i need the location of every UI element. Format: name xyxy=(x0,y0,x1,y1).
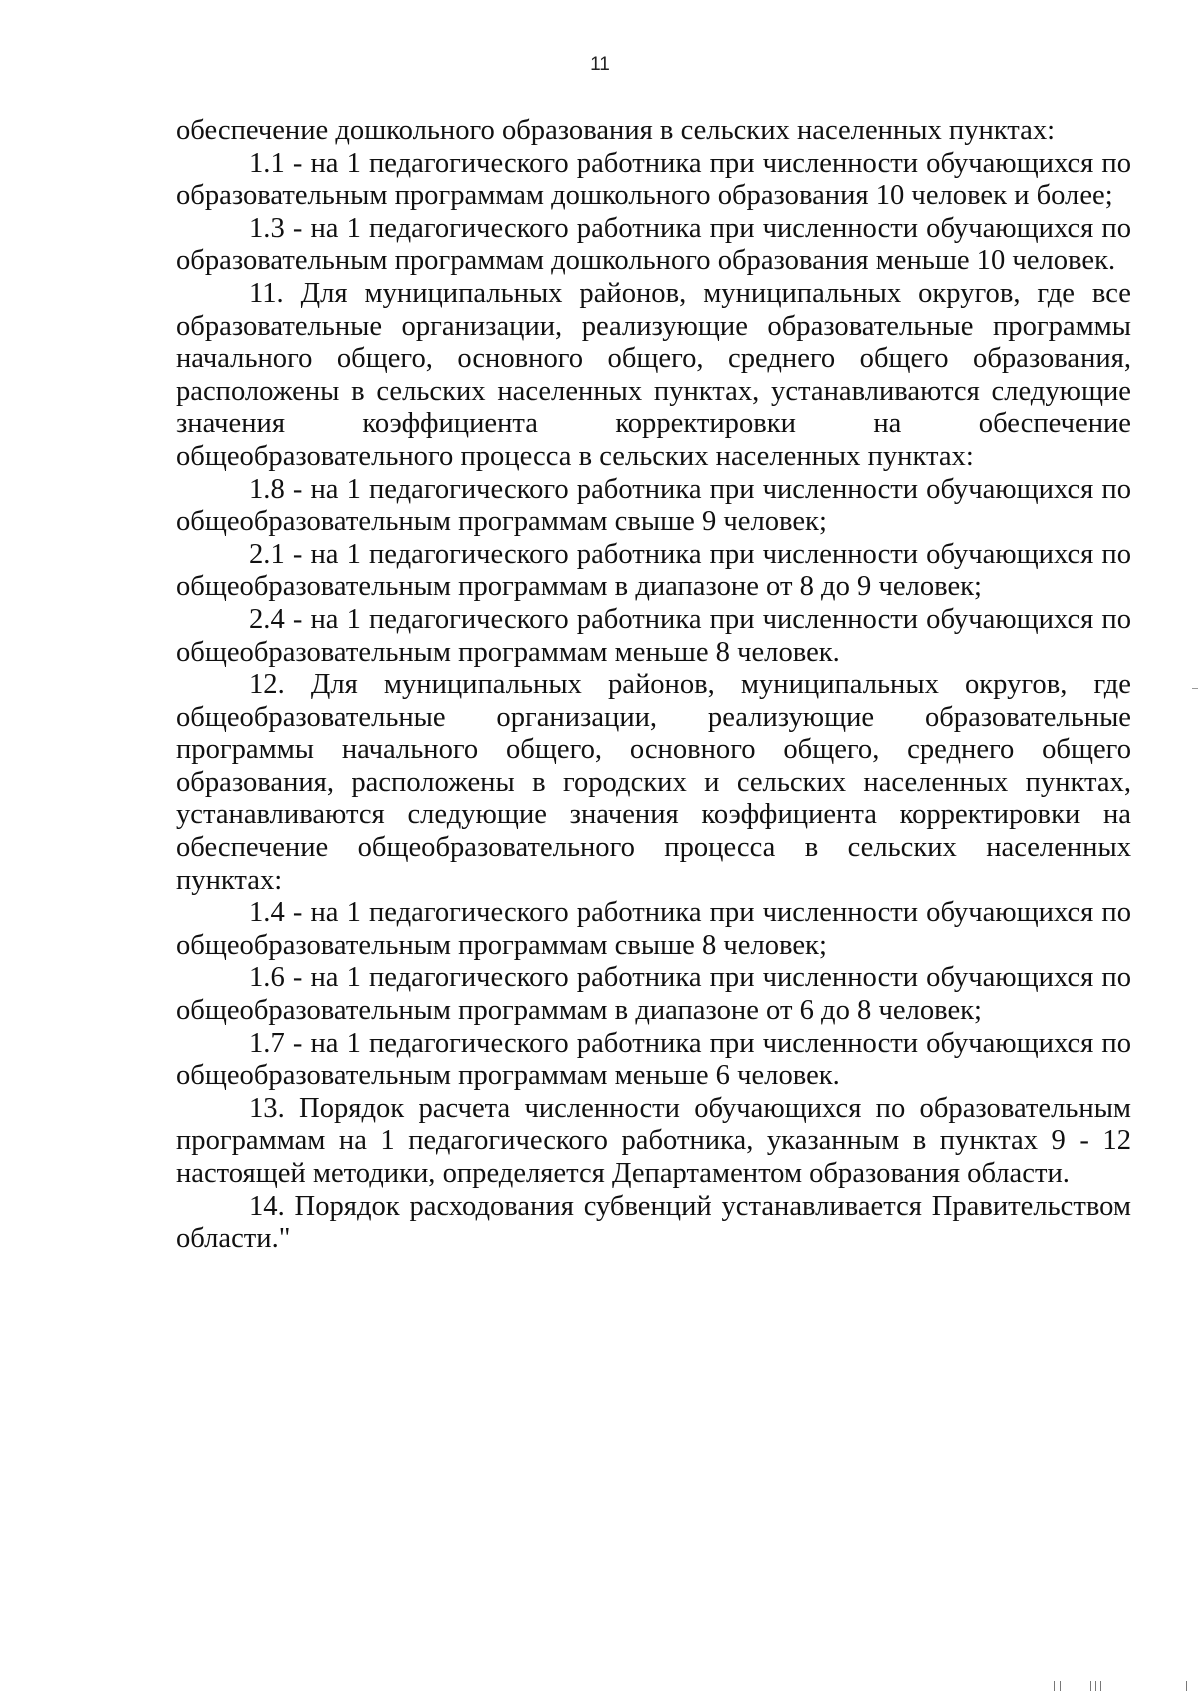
scan-artifact-mark xyxy=(1100,1681,1101,1691)
paragraph: 1.7 - на 1 педагогического работника при численности обучающихся по общеобразовательным программам меньше 6 человек. xyxy=(176,1027,1131,1092)
paragraph: 1.8 - на 1 педагогического работника при численности обучающихся по общеобразовательным программам свыше 9 человек; xyxy=(176,473,1131,538)
paragraph: 1.4 - на 1 педагогического работника при численности обучающихся по общеобразовательным программам свыше 8 человек; xyxy=(176,897,1131,961)
scan-artifact-mark xyxy=(1186,1681,1187,1691)
paragraph: 14. Порядок расходования субвенций устанавливается Правительством области." xyxy=(176,1190,1131,1255)
scan-artifact-mark xyxy=(1090,1681,1091,1691)
paragraph: 1.1 - на 1 педагогического работника при численности обучающихся по образовательным программам дошкольного образования 10 человек и более; xyxy=(176,147,1131,212)
paragraph: обеспечение дошкольного образования в сельских населенных пунктах: xyxy=(176,115,1056,146)
scan-artifact-mark xyxy=(1054,1681,1055,1691)
page-number: 11 xyxy=(590,54,610,75)
scan-artifact-mark xyxy=(1060,1681,1061,1691)
paragraph: 2.1 - на 1 педагогического работника при численности обучающихся по общеобразовательным программам в диапазоне от 8 до 9 человек; xyxy=(176,538,1131,603)
paragraph: 13. Порядок расчета численности обучающихся по образовательным программам на 1 педагогического работника, указанным в пунктах 9 - 12 настоящей методики, определяется Департаментом образования области. xyxy=(176,1092,1131,1189)
paragraph: 1.3 - на 1 педагогического работника при численности обучающихся по образовательным программам дошкольного образования меньше 10 человек. xyxy=(176,212,1131,277)
scan-artifact-mark xyxy=(1095,1681,1096,1691)
paragraph: 12. Для муниципальных районов, муниципальных округов, где общеобразовательные организации, реализующие образовательные программы начального общего, основного общего, среднего общего образования, расположены в городских и сельских населенных пунктах, устанавливаются следующие значения коэффициента корректировки на обеспечение общеобразовательного процесса в сельских населенных пунктах: xyxy=(176,669,1131,896)
scan-edge-mark xyxy=(1192,688,1198,689)
document-body xyxy=(176,115,1131,1256)
paragraph: 11. Для муниципальных районов, муниципальных округов, где все образовательные организации, реализующие образовательные программы начального общего, основного общего, среднего общего образования, расположены в сельских населенных пунктах, устанавливаются следующие значения коэффициента корректировки на обеспечение общеобразовательного процесса в сельских населенных пунктах: xyxy=(176,277,1131,472)
paragraph: 2.4 - на 1 педагогического работника при численности обучающихся по общеобразовательным программам меньше 8 человек. xyxy=(176,603,1131,668)
paragraph: 1.6 - на 1 педагогического работника при численности обучающихся по общеобразовательным программам в диапазоне от 6 до 8 человек; xyxy=(176,962,1131,1027)
